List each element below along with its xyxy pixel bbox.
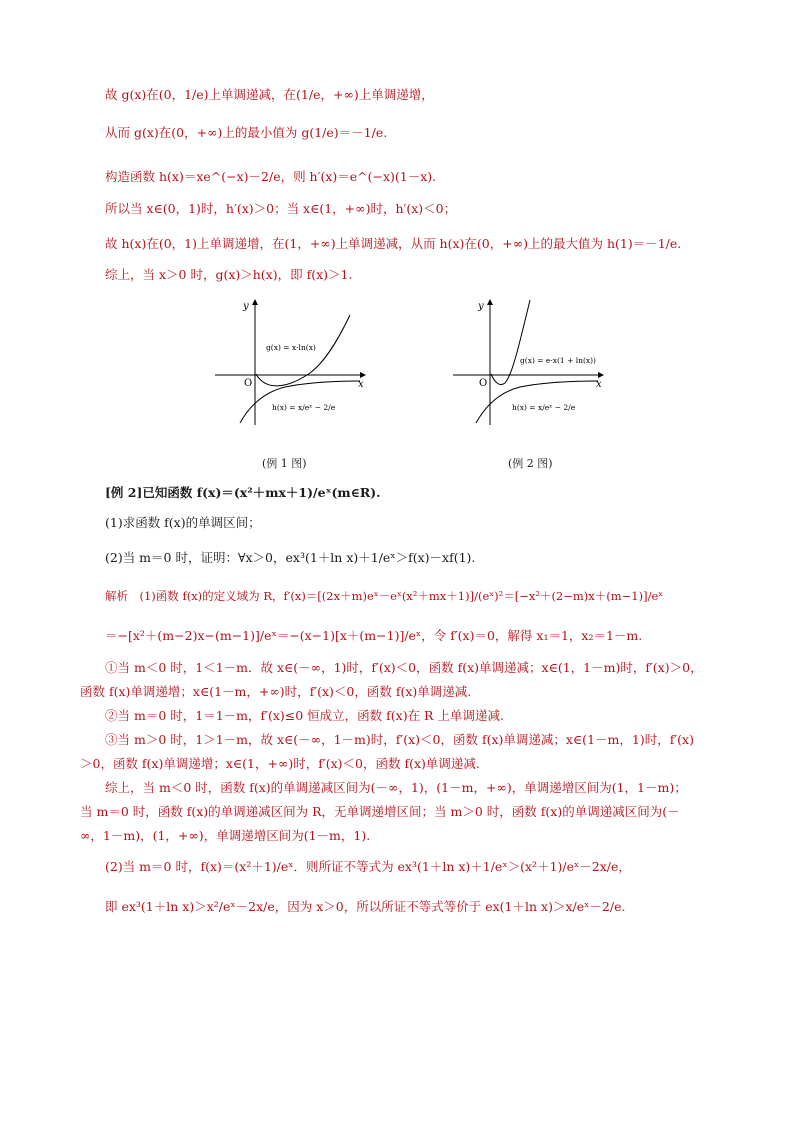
text-line-6: 综上，当 x＞0 时，g(x)＞h(x)，即 f(x)＞1.	[105, 267, 353, 282]
fig2-h-curve	[476, 381, 598, 423]
fig2-g-label: g(x) = e·x(1 + ln(x))	[520, 356, 596, 365]
example2-sol2: ＝−[x²＋(m−2)x−(m−1)]/eˣ＝−(x−1)[x＋(m−1)]/eˣ，令 f′(x)＝0，解得 x₁＝1，x₂＝1－m.	[105, 628, 643, 643]
example2-case1a: ①当 m＜0 时，1＜1－m．故 x∈(－∞，1)时，f′(x)＜0，函数 f(x)单调递减；x∈(1，1－m)时，f′(x)＞0，	[105, 660, 703, 675]
fig2-x-label: x	[596, 379, 602, 390]
fig1-g-label: g(x) = x·ln(x)	[266, 343, 316, 352]
example2-summary2: 当 m＝0 时，函数 f(x)的单调递减区间为 R，无单调递增区间；当 m＞0 时，函数 f(x)的单调递减区间为(－	[80, 804, 680, 819]
example2-q2: (2)当 m＝0 时，证明：∀x＞0，ex³(1＋ln x)＋1/eˣ＞f(x)－xf(1).	[105, 550, 476, 565]
example2-summary1: 综上，当 m＜0 时，函数 f(x)的单调递减区间为(－∞，1)，(1－m，+∞)，单调递增区间为(1，1－m)；	[105, 780, 687, 795]
example2-proof2: 即 ex³(1＋ln x)＞x²/eˣ－2x/e，因为 x＞0，所以所证不等式等价于 ex(1＋ln x)＞x/eˣ－2/e.	[105, 899, 626, 914]
fig1-h-curve	[240, 381, 360, 423]
fig2-x-arrow	[598, 372, 604, 378]
fig2-caption: (例 2 图)	[508, 457, 553, 470]
text-line-5: 故 h(x)在(0，1)上单调递增，在(1，+∞)上单调递减，从而 h(x)在(0，+∞)上的最大值为 h(1)＝－1/e.	[105, 236, 682, 251]
text-line-4: 所以当 x∈(0，1)时，h′(x)＞0；当 x∈(1，+∞)时，h′(x)＜0；	[105, 201, 457, 216]
example2-case1b: 函数 f(x)单调递增；x∈(1－m，+∞)时，f′(x)＜0，函数 f(x)单调递减.	[80, 684, 472, 699]
example2-title: [例 2]已知函数 f(x)＝(x²＋mx＋1)/eˣ(m∈R).	[105, 485, 381, 500]
text-line-3: 构造函数 h(x)＝xe^(−x)－2/e，则 h′(x)＝e^(−x)(1－x).	[105, 169, 437, 184]
fig1-y-label: y	[243, 301, 249, 312]
fig2-origin-label: O	[479, 378, 488, 389]
example2-case3b: ＞0，函数 f(x)单调递增；x∈(1，+∞)时，f′(x)＜0，函数 f(x)单调递减.	[80, 756, 480, 771]
figure-1	[210, 295, 370, 435]
fig2-h-label: h(x) = x/eˣ − 2/e	[512, 403, 576, 412]
figure-2	[448, 295, 608, 435]
text-line-2: 从而 g(x)在(0，+∞)上的最小值为 g(1/e)＝－1/e.	[105, 125, 388, 140]
example2-case3a: ③当 m＞0 时，1＞1－m，故 x∈(－∞，1－m)时，f′(x)＜0，函数 f(x)单调递减；x∈(1－m，1)时，f′(x)	[105, 732, 694, 747]
fig1-caption: (例 1 图)	[262, 457, 307, 470]
fig1-origin-label: O	[244, 378, 253, 389]
text-line-1: 故 g(x)在(0，1/e)上单调递减，在(1/e，+∞)上单调递增，	[105, 87, 434, 102]
fig2-g-curve	[491, 300, 530, 385]
fig2-y-arrow	[487, 299, 493, 305]
fig1-x-label: x	[358, 379, 364, 390]
example2-case2: ②当 m＝0 时，1＝1－m，f′(x)≤0 恒成立，函数 f(x)在 R 上单调递减.	[105, 708, 504, 723]
fig1-y-arrow	[252, 299, 258, 305]
example2-sol1: 解析 (1)函数 f(x)的定义域为 R，f′(x)＝[(2x＋m)eˣ－eˣ(x²＋mx＋1)]/(eˣ)²＝[−x²＋(2−m)x＋(m−1)]/eˣ	[105, 589, 664, 603]
fig2-y-label: y	[478, 301, 484, 312]
example2-proof1: (2)当 m＝0 时，f(x)＝(x²＋1)/eˣ．则所证不等式为 ex³(1＋ln x)＋1/eˣ＞(x²＋1)/eˣ－2x/e，	[105, 859, 631, 874]
example2-summary3: ∞，1－m)，(1，+∞)，单调递增区间为(1－m，1).	[80, 828, 371, 843]
fig1-x-arrow	[360, 372, 366, 378]
fig1-h-label: h(x) = x/eˣ − 2/e	[272, 403, 336, 412]
example2-q1: (1)求函数 f(x)的单调区间；	[105, 515, 261, 530]
